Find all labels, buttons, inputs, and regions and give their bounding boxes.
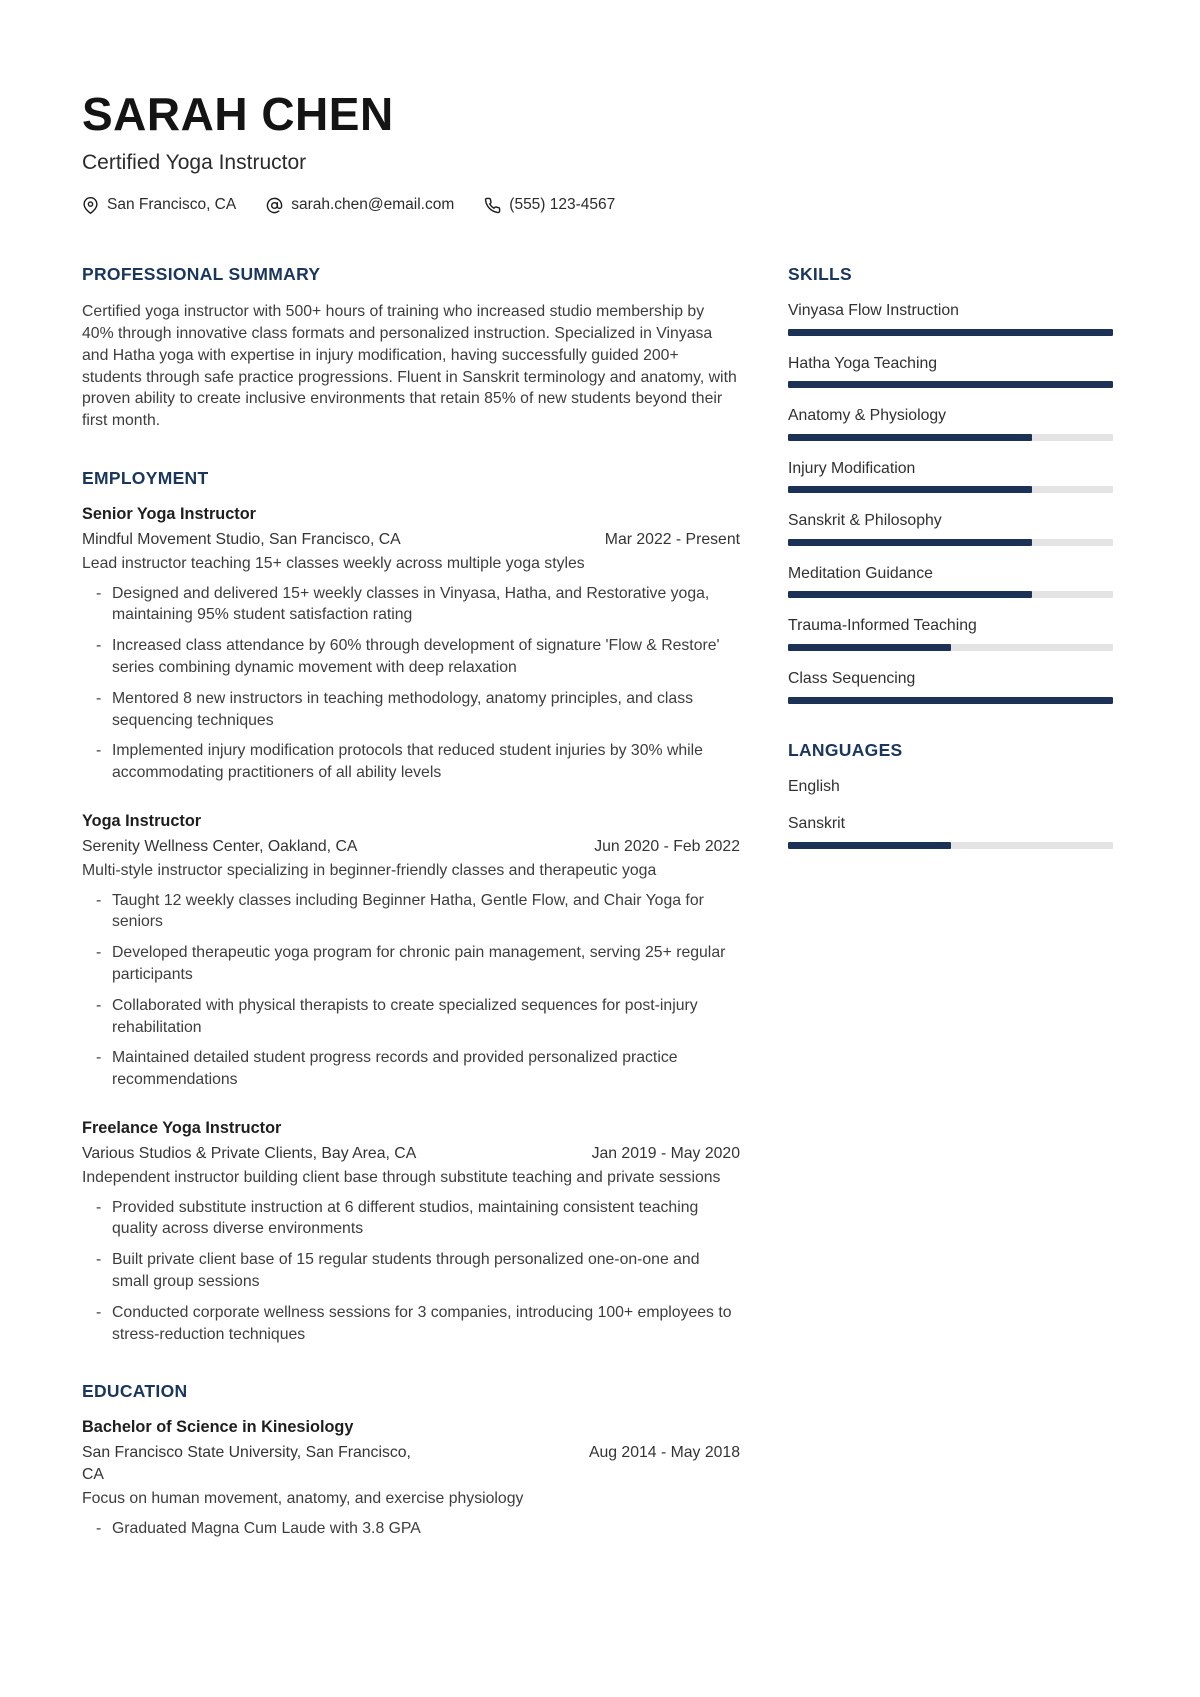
job-company-row: [82, 529, 740, 551]
skill-item: [788, 669, 1113, 704]
bullet-item: - Taught 12 weekly classes including Beginner Hatha, Gentle Flow, and Chair Yoga for seniors: [82, 890, 740, 934]
job-description: Multi-style instructor specializing in beginner-friendly classes and therapeutic yoga: [82, 861, 657, 879]
meter-track: [788, 697, 1113, 704]
bullet-item: - Developed therapeutic yoga program for chronic pain management, serving 25+ regular participants: [82, 942, 740, 986]
contact-phone: [484, 196, 615, 214]
meter-track: [788, 329, 1113, 336]
bullet-item: - Provided substitute instruction at 6 different studios, maintaining consistent teaching quality across diverse environments: [82, 1197, 740, 1241]
degree-title: Bachelor of Science in Kinesiology: [82, 1418, 354, 1437]
skill-label: Trauma-Informed Teaching: [788, 617, 977, 635]
person-name: SARAH CHEN: [82, 88, 394, 140]
skill-label: Anatomy & Physiology: [788, 407, 947, 425]
skill-item: [788, 301, 1113, 336]
contact-location-text: San Francisco, CA: [107, 196, 237, 214]
meter-track: [788, 539, 1113, 546]
contact-email-text: sarah.chen@email.com: [291, 196, 455, 214]
job-company: Various Studios & Private Clients, Bay Area, CA: [82, 1145, 417, 1163]
education-row: [82, 1442, 740, 1486]
job-dates: Mar 2022 - Present: [604, 531, 740, 549]
meter-track: [788, 591, 1113, 598]
job-title: Senior Yoga Instructor: [82, 505, 256, 524]
skills-heading: SKILLS: [788, 264, 853, 285]
contact-location: [82, 196, 236, 214]
content-columns: [82, 264, 1113, 1539]
education-description: Focus on human movement, anatomy, and exercise physiology: [82, 1489, 524, 1507]
skills-list: [788, 301, 1113, 703]
contact-row: [82, 196, 1113, 214]
summary-section: [82, 264, 740, 432]
job-description: Lead instructor teaching 15+ classes weekly across multiple yoga styles: [82, 554, 585, 572]
meter-fill: [788, 591, 1032, 598]
language-item: [788, 814, 1113, 849]
skill-label: Meditation Guidance: [788, 564, 933, 582]
languages-section: [788, 740, 1113, 849]
job-bullet-list: [82, 890, 740, 1091]
phone-icon: [484, 197, 501, 214]
location-pin-icon: [82, 197, 99, 214]
meter-fill: [788, 329, 1113, 336]
resume-header: [82, 90, 1113, 214]
skill-label: Class Sequencing: [788, 670, 916, 688]
skill-item: [788, 511, 1113, 546]
main-column: [82, 264, 740, 1539]
education-entry: [82, 1418, 740, 1539]
bullet-item: - Increased class attendance by 60% through development of signature 'Flow & Restore' series combining dynamic movement with deep relaxation: [82, 635, 740, 679]
meter-fill: [788, 842, 951, 849]
job-list: [82, 505, 740, 1345]
job-dates: Jan 2019 - May 2020: [591, 1145, 740, 1163]
meter-fill: [788, 539, 1032, 546]
language-label: English: [788, 777, 840, 795]
education-section: [82, 1381, 740, 1539]
summary-heading: PROFESSIONAL SUMMARY: [82, 264, 321, 285]
job-entry: [82, 505, 740, 784]
skill-label: Injury Modification: [788, 459, 916, 477]
language-label: Sanskrit: [788, 815, 846, 833]
job-company: Mindful Movement Studio, San Francisco, CA: [82, 531, 401, 549]
meter-fill: [788, 434, 1032, 441]
job-entry: [82, 1119, 740, 1345]
languages-heading: LANGUAGES: [788, 739, 903, 760]
bullet-item: - Graduated Magna Cum Laude with 3.8 GPA: [82, 1518, 740, 1540]
school-name: San Francisco State University, San Francisco, CA: [82, 1444, 411, 1484]
skill-label: Hatha Yoga Teaching: [788, 354, 938, 372]
meter-track: [788, 842, 1113, 849]
job-title: Yoga Instructor: [82, 812, 202, 831]
contact-email: [266, 196, 454, 214]
meter-fill: [788, 644, 951, 651]
education-bullet-list: [82, 1518, 740, 1540]
job-dates: Jun 2020 - Feb 2022: [594, 838, 740, 856]
skill-item: [788, 354, 1113, 389]
employment-heading: EMPLOYMENT: [82, 468, 209, 489]
person-title: Certified Yoga Instructor: [82, 151, 307, 175]
bullet-item: - Implemented injury modification protocols that reduced student injuries by 30% while accommodating practitioners of all ability levels: [82, 740, 740, 784]
meter-fill: [788, 697, 1113, 704]
job-company: Serenity Wellness Center, Oakland, CA: [82, 838, 358, 856]
skill-item: [788, 616, 1113, 651]
skill-item: [788, 459, 1113, 494]
education-heading: EDUCATION: [82, 1381, 188, 1402]
job-title: Freelance Yoga Instructor: [82, 1119, 282, 1138]
meter-track: [788, 486, 1113, 493]
skill-label: Sanskrit & Philosophy: [788, 512, 942, 530]
language-item: [788, 777, 1113, 798]
job-bullet-list: [82, 1197, 740, 1346]
meter-track: [788, 434, 1113, 441]
bullet-item: - Mentored 8 new instructors in teaching methodology, anatomy principles, and class sequencing techniques: [82, 688, 740, 732]
employment-section: [82, 468, 740, 1345]
skill-item: [788, 564, 1113, 599]
skill-item: [788, 406, 1113, 441]
job-company-row: [82, 836, 740, 858]
meter-track: [788, 381, 1113, 388]
education-dates: Aug 2014 - May 2018: [588, 1444, 740, 1462]
job-bullet-list: [82, 583, 740, 784]
bullet-item: - Conducted corporate wellness sessions for 3 companies, introducing 100+ employees to stress-reduction techniques: [82, 1302, 740, 1346]
bullet-item: - Maintained detailed student progress records and provided personalized practice recommendations: [82, 1047, 740, 1091]
sidebar-column: [788, 264, 1113, 866]
meter-fill: [788, 486, 1032, 493]
meter-track: [788, 644, 1113, 651]
at-sign-icon: [266, 197, 283, 214]
job-company-row: [82, 1143, 740, 1165]
skill-label: Vinyasa Flow Instruction: [788, 302, 959, 320]
job-entry: [82, 812, 740, 1091]
bullet-item: - Built private client base of 15 regular students through personalized one-on-one and small group sessions: [82, 1249, 740, 1293]
bullet-item: - Designed and delivered 15+ weekly classes in Vinyasa, Hatha, and Restorative yoga, maintaining 95% student satisfaction rating: [82, 583, 740, 627]
job-description: Independent instructor building client base through substitute teaching and private sessions: [82, 1168, 721, 1186]
languages-list: [788, 777, 1113, 849]
meter-fill: [788, 381, 1113, 388]
skills-section: [788, 264, 1113, 703]
summary-text: Certified yoga instructor with 500+ hours of training who increased studio membership by 40% through innovative class formats and personalized instruction. Specialized in Vinyasa and Hatha yoga with expertise in injury modification, having successfully guided 200+ students through safe practice progressions. Fluent in Sanskrit terminology and anatomy, with proven ability to create inclusive environments that retain 85% of new students beyond their first month.: [82, 303, 737, 430]
contact-phone-text: (555) 123-4567: [509, 196, 616, 214]
bullet-item: - Collaborated with physical therapists to create specialized sequences for post-injury rehabilitation: [82, 995, 740, 1039]
